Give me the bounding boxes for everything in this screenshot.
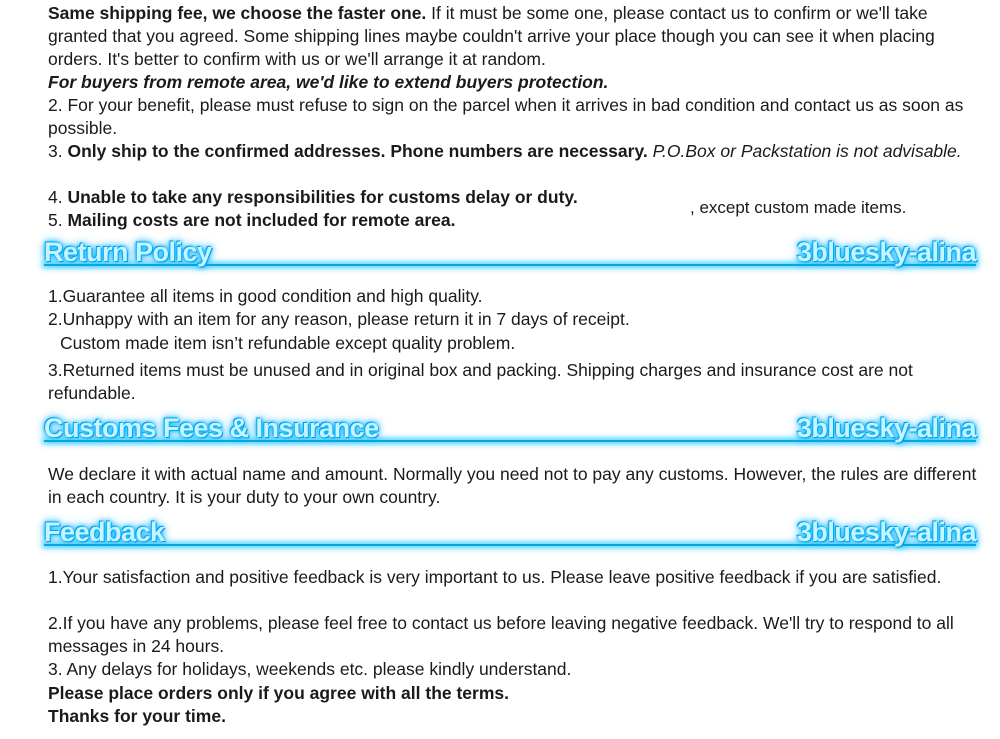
remote-protection-note: For buyers from remote area, we'd like to extend buyers protection.: [48, 72, 609, 92]
customs-header: [44, 413, 976, 445]
shipping-intro-rest: If it must be some one, please contact us to confirm or we'll take granted that you agreed. Some shipping lines maybe couldn't arrive your place though you can see it when placing orders. It's better to confirm with us or we'll arrange it at random.: [48, 3, 935, 69]
shipping-item-5-bold: Mailing costs are not included for remote area.: [67, 210, 456, 230]
custom-made-note: Custom made item isn’t refundable except quality problem.: [60, 333, 516, 353]
shipping-item-4-bold: Unable to take any responsibilities for customs delay or duty.: [67, 187, 578, 207]
shipping-item-5: [48, 209, 983, 232]
shipping-intro-bold: Same shipping fee, we choose the faster one.: [48, 3, 427, 23]
feedback-item-1: 1.Your satisfaction and positive feedback is very important to us. Please leave positive feedback if you are satisfied.: [48, 567, 942, 587]
shipping-item-4: [48, 186, 688, 209]
customs-text: We declare it with actual name and amount. Normally you need not to pay any customs. However, the rules are different in each country. It is your duty to your own country.: [48, 464, 977, 507]
custom-items-note: , except custom made items.: [690, 198, 907, 217]
return-item-3: 3.Returned items must be unused and in original box and packing. Shipping charges and insurance cost are not refundable.: [48, 360, 913, 403]
shipping-item-4-prefix: 4.: [48, 187, 68, 207]
return-item-2: 2.Unhappy with an item for any reason, please return it in 7 days of receipt.: [48, 309, 630, 329]
shipping-item-3: [48, 140, 983, 163]
feedback-closing-thanks: Thanks for your time.: [48, 706, 226, 726]
feedback-title: Feedback: [44, 517, 165, 547]
shipping-intro: [48, 2, 983, 71]
feedback-item-2: 2.If you have any problems, please feel free to contact us before leaving negative feedback. We'll try to respond to all messages in 24 hours.: [48, 613, 954, 656]
shipping-item-5-prefix: 5.: [48, 210, 68, 230]
customs-brand: 3bluesky-alina: [796, 413, 976, 443]
shipping-item-3-bold: Only ship to the confirmed addresses. Phone numbers are necessary.: [67, 141, 648, 161]
return-policy-brand: 3bluesky-alina: [796, 237, 976, 267]
shipping-item-3-italic: P.O.Box or Packstation is not advisable.: [647, 141, 962, 161]
shipping-item-3-prefix: 3.: [48, 141, 68, 161]
feedback-brand: 3bluesky-alina: [796, 517, 976, 547]
feedback-header: [44, 517, 976, 549]
return-policy-title: Return Policy: [44, 237, 212, 267]
return-item-1: 1.Guarantee all items in good condition and high quality.: [48, 286, 483, 306]
feedback-item-3: 3. Any delays for holidays, weekends etc. please kindly understand.: [48, 659, 572, 679]
feedback-closing-terms: Please place orders only if you agree with all the terms.: [48, 683, 509, 703]
shipping-item-2: 2. For your benefit, please must refuse to sign on the parcel when it arrives in bad condition and contact us as soon as possible.: [48, 95, 964, 138]
customs-title: Customs Fees & Insurance: [44, 413, 379, 443]
return-policy-header: [44, 237, 976, 269]
